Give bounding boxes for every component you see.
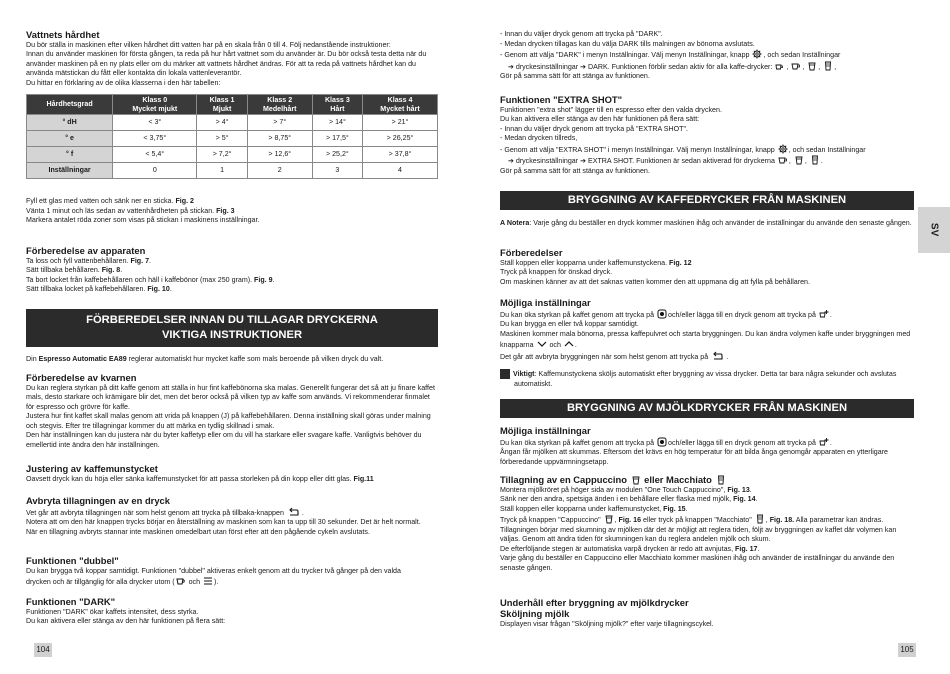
table-column-header	[113, 95, 197, 115]
banner-line: BRYGGNING AV MJÖLKDRYCKER FRÅN MASKINEN	[566, 402, 848, 415]
chevron-down-icon	[537, 339, 547, 349]
instruction-line	[26, 216, 438, 226]
punct: .	[149, 256, 152, 265]
instruction-line	[26, 285, 438, 295]
row-header: ° f	[27, 147, 113, 163]
fig-ref: Fig. 10	[147, 285, 170, 294]
paragraph: dryckesinställningar	[515, 157, 579, 166]
fig-ref: Fig. 12	[669, 258, 692, 267]
page-number: 104	[34, 643, 52, 657]
section-title: Underhåll efter bryggning av mjölkdrycker	[500, 597, 689, 608]
table-cell: > 7,2°	[197, 147, 247, 163]
paragraph: , och sedan Inställningar	[763, 51, 841, 59]
paragraph: DARK. Funktionen förblir sedan aktiv för alla kaffe-drycker:	[586, 62, 773, 71]
fig-ref: Fig. 16	[618, 516, 642, 525]
table-cell: 2	[247, 163, 312, 179]
table-cell: > 25,2°	[312, 147, 362, 163]
macchiato-icon	[823, 61, 833, 71]
table-row	[27, 147, 438, 163]
paragraph: Om maskinen känner av att det saknas vatten kommer den att uppmana dig att fylla på behållaren.	[500, 277, 810, 286]
bullet-line: - Innan du väljer dryck genom att trycka på "DARK".	[500, 30, 663, 38]
bullet-line: - Medan drycken tillagas kan du välja DARK tills malningen av bönorna avslutats.	[500, 39, 755, 48]
paragraph: Notera att om den här knappen trycks börjar en återställning av maskinen som kan ta upp till 30 sekunder. Det är helt normalt.	[26, 518, 421, 527]
prep-section	[26, 246, 438, 295]
paragraph: Oavsett dryck kan du höja eller sänka kaffemunstycket för att passa storleken på din kopp eller ditt glas.	[26, 474, 354, 483]
table-row	[27, 131, 438, 147]
paragraph: och/eller lägga till en dryck genom att trycka på	[668, 438, 816, 447]
paragraph: Du kan öka styrkan på kaffet genom att trycka på	[500, 438, 655, 447]
punct: .	[169, 285, 172, 294]
class-label: Klass 2	[267, 96, 293, 104]
paragraph: Ångan får mjölken att skummas. Eftersom det krävs en hög temperatur för att bilda ånga genomgår apparaten en ytterligare förberedande uppvärmningsetapp.	[500, 448, 888, 466]
spout-section	[26, 464, 438, 484]
cappuccino-icon	[807, 61, 817, 71]
page-number: 105	[898, 643, 916, 657]
paragraph: Vet går att avbryta tillagningen när som helst genom att trycka på tillbaka-knappen	[26, 508, 284, 517]
paragraph: Maskinen kommer mala bönorna, pressa kaffepulvret och starta bryggningen. Du kan ändra volymen kaffe under bryggningen med knapparna	[500, 329, 911, 350]
row-header: ° e	[27, 131, 113, 147]
important-label: Viktigt	[513, 370, 535, 378]
row-header: ° dH	[27, 115, 113, 131]
paragraph: och/eller lägga till en dryck genom att trycka på	[668, 310, 816, 319]
section-title: Avbryta tillagningen av en dryck	[26, 495, 170, 506]
instruction-line	[500, 495, 914, 505]
table-column-header	[197, 95, 247, 115]
table-column-header	[312, 95, 362, 115]
note-label: A Notera	[500, 219, 530, 227]
paragraph: Tillagningen börjar med skumning av mjölken där det är möjligt att reglera tiden, följt av bryggningen av kaffet där volymen kan väljas. Genom att ändra tiden för skumningen kan du reglera andelen mjölk och skum.	[500, 525, 897, 544]
fig-ref: Fig. 3	[216, 206, 235, 215]
instruction-text: Sätt tillbaka behållaren.	[26, 266, 102, 275]
section-title: Tillagning av en Cappuccino	[500, 474, 627, 485]
macchiato-icon	[716, 475, 726, 485]
menu-lines-icon	[203, 576, 213, 586]
paragraph-line: - Innan du väljer dryck genom att trycka på "EXTRA SHOT".	[500, 124, 688, 133]
table-cell: < 3°	[113, 115, 197, 131]
paragraph: Du kan brygga en eller två koppar samtidigt.	[500, 320, 639, 329]
instruction-line	[500, 486, 914, 496]
paragraph: - Genom att välja "DARK" i menyn Inställningar. Välj menyn Inställningar, knapp	[500, 51, 750, 59]
instruction-text: Vänta 1 minut och läs sedan av vattenhårdheten på stickan.	[26, 206, 217, 215]
banner-line: VIKTIGA INSTRUKTIONER	[161, 329, 303, 341]
paragraph: Alla parametrar kan ändras.	[794, 516, 884, 525]
paragraph: Du kan aktivera eller stänga av den här funktionen på flera sätt:	[26, 617, 226, 626]
instruction-line	[500, 505, 914, 515]
model-name: Espresso Automatic EA89	[38, 355, 127, 363]
grinder-section	[26, 373, 438, 450]
instruction-text: Sätt tillbaka locket på kaffebehållaren.	[26, 285, 148, 294]
table-cell: > 26,25°	[363, 131, 438, 147]
banner-line: BRYGGNING AV KAFFEDRYCKER FRÅN MASKINEN	[567, 194, 847, 207]
fig-ref: Fig. 15	[663, 504, 686, 513]
table-cell: > 8,75°	[247, 131, 312, 147]
paragraph: Gör på samma sätt för att stänga av funktionen.	[500, 72, 650, 80]
section-title: Vattnets hårdhet	[26, 29, 100, 40]
important-text: : Kaffemunstyckena sköljs automatiskt efter bryggning av vissa drycker. Detta tar bara några sekunder och avslutas automatiskt.	[514, 370, 897, 388]
table-column-header	[247, 95, 312, 115]
double-section	[26, 556, 438, 588]
fig-ref: Fig. 14	[733, 495, 756, 504]
maintenance-section	[500, 598, 914, 629]
section-title: Förberedelser	[500, 247, 563, 258]
table-cell: > 5°	[197, 131, 247, 147]
section-title: eller Macchiato	[641, 474, 712, 485]
punct: .	[272, 275, 275, 284]
paragraph: - Genom att välja "EXTRA SHOT" i menyn Inställningar. Välj menyn Inställningar, knapp	[500, 145, 775, 154]
paragraph: Innan du använder maskinen för första gången, ta reda på hur hårt vattnet som du använder är. Du bör också testa detta när du använder maskinen på en ny plats eller om du märker att vattnets hårdhet ändras. För att ta reda på vattnets hårdhet kan du använda mätstickan du fått eller kontakta din lokala vattenleverantör.	[26, 50, 427, 78]
row-header: Inställningar	[27, 163, 113, 179]
instruction-text: Montera mjölkröret på höger sida av modulen "One Touch Cappuccino",	[500, 485, 728, 494]
paragraph: Du hittar en förklaring av de olika klasserna i den här tabellen:	[26, 78, 221, 87]
fig-ref: Fig. 7	[130, 256, 150, 265]
note-text: : Varje gång du beställer en dryck kommer maskinen ihåg och använder de inställningar du använde den senaste gången.	[529, 219, 912, 227]
paragraph: De efterföljande stegen är automatiska varpå drycken är redo att avnjutas,	[500, 544, 736, 553]
paragraph: och	[547, 341, 563, 350]
paragraph: Justera hur fint kaffet skall malas genom att vrida på knappen (J) på kaffebehållaren. Denna inställning skall göras under malning och stegvis. Efter tre tillagningar kommer du att märka en tydlig skillnad i smak.	[26, 412, 431, 430]
paragraph: ).	[214, 578, 219, 587]
table-cell: > 21°	[363, 115, 438, 131]
after-table-instructions	[26, 197, 438, 226]
cappuccino-icon	[631, 475, 641, 485]
paragraph: Du kan reglera styrkan på ditt kaffe genom att ställa in hur fint kaffebönorna ska malas. Generellt fungerar det så att ju finare kaffet mals, desto starkare och krämigare blir det, men det beror också på vilken typ av kaffe som används. Vi rekommenderar finmalet för espresso och grövre för kaffe.	[26, 383, 435, 411]
paragraph: Du kan brygga två koppar samtidigt. Funktionen "dubbel" aktiveras enkelt genom att du trycker två gånger på den valda	[26, 566, 401, 575]
section-title: Funktionen "EXTRA SHOT"	[500, 94, 623, 105]
class-label: Klass 0	[142, 96, 168, 104]
fig-ref: Fig. 18.	[769, 516, 795, 525]
class-desc: Mycket hårt	[380, 104, 420, 113]
back-arrow-icon	[711, 351, 725, 361]
water-hardness-section	[26, 30, 438, 88]
paragraph: , och sedan Inställningar	[788, 145, 866, 154]
intro-text: reglerar automatiskt hur mycket kaffe som mals beroende på vilken dryck du valt.	[126, 355, 384, 363]
possible-settings-section: Möjliga inställningar Du kan öka styrkan på kaffet genom att trycka på och/eller lägga till en dryck genom att trycka på . Du kan brygga en eller två koppar samtidigt. Maskinen kommer mala bönorna, pressa kaffepulvret och starta bryggningen. Du kan ändra volymen kaffe under bryggningen med knapparna och . Det går att avbryta bryggningen när som helst genom att trycka på .	[500, 298, 914, 362]
dark-section	[26, 597, 438, 627]
left-page	[26, 0, 438, 674]
section-title: Möjliga inställningar	[500, 297, 591, 308]
table-cell: > 7°	[247, 115, 312, 131]
paragraph-line: Du kan aktivera eller stänga av den här funktionen på flera sätt:	[500, 115, 700, 124]
fig-ref: Fig. 2	[175, 197, 194, 205]
table-cell: 0	[113, 163, 197, 179]
section-title: Justering av kaffemunstycket	[26, 463, 158, 474]
class-label: Klass 1	[209, 96, 235, 104]
cappuccino-section: Tillagning av en Cappuccino eller Macchiato Montera mjölkröret på höger sida av modulen "One Touch Cappuccino", Fig. 13. Sänk ner den andra, spetsiga änden i en behållare eller flaska med mjölk, Fig. 14. Ställ koppen eller kopparna under kaffemunstycket, Fig. 15. Tryck på knappen "Cappuccino" , Fig. 16 eller tryck på knappen "Macchiato" , Fig. 18. Alla parametrar kan ändras. Tillagningen börjar med skumning av mjölken där det är möjligt att reglera tiden, följt av bryggningen av kaffet där volymen kan väljas. Genom att ändra tiden för skumningen kan du reglera andelen mjölk och skum. De efterföljande stegen är automatiska varpå drycken är redo att avnjutas, Fig. 17. Varje gång du beställer en Cappuccino eller Macchiato kommer maskinen ihåg och använder de inställningar du använde den senaste gången.	[500, 475, 914, 573]
paragraph: Funktionen "DARK" ökar kaffets intensitet, dess styrka.	[26, 607, 199, 616]
paragraph: Du kan öka styrkan på kaffet genom att trycka på	[500, 310, 655, 319]
section-title: Sköljning mjölk	[500, 607, 570, 619]
intro-text: Din	[26, 355, 39, 363]
instruction-text: Ställ koppen eller kopparna under kaffemunstycket,	[500, 504, 664, 513]
paragraph: När en tillagning avbryts stannar inte maskinen omedelbart utan först efter att den pågående cykeln avslutats.	[26, 527, 370, 536]
table-cell: > 14°	[312, 115, 362, 131]
extra-shot-section: Funktionen "EXTRA SHOT" Funktionen "extra shot" lägger till en espresso efter den valda drycken. Du kan aktivera eller stänga av den här funktionen på flera sätt: - Innan du väljer dryck genom att trycka på "EXTRA SHOT". - Medan drycken tillreds, - Genom att välja "EXTRA SHOT" i menyn Inställningar. Välj menyn Inställningar, knapp , och sedan Inställningar ➔ dryckesinställningar ➔ EXTRA SHOT. Funktionen är sedan aktiverad för dryckerna , , . Gör på samma sätt för att stänga av funktionen.	[500, 95, 914, 176]
instruction-text: Ta loss och fyll vattenbehållaren.	[26, 256, 131, 265]
table-row	[27, 163, 438, 179]
abort-section: Avbryta tillagningen av en dryck Vet går att avbryta tillagningen när som helst genom att trycka på tillbaka-knappen . Notera att om den här knappen trycks börjar en återställning av maskinen som kan ta upp till 30 sekunder. Det är helt normalt. När en tillagning avbryts stannar inte maskinen omedelbart utan först efter att den pågående cykeln avslutats.	[26, 496, 438, 537]
fig-ref: Fig. 13	[727, 485, 750, 494]
macchiato-icon	[810, 155, 820, 165]
chevron-up-icon	[564, 339, 574, 349]
coffee-cup-icon	[791, 61, 801, 71]
dark-continued: - Innan du väljer dryck genom att trycka på "DARK". - Medan drycken tillagas kan du välja DARK tills malningen av bönorna avslutats. - Genom att välja "DARK" i menyn Inställningar. Välj menyn Inställningar, knapp , och sedan Inställningar ➔ dryckesinställningar ➔ DARK. Funktionen förblir sedan aktiv för alla kaffe-drycker: , , , , Gör på samma sätt för att stänga av funktionen.	[500, 30, 914, 82]
table-cell: > 17,5°	[312, 131, 362, 147]
punct: .	[685, 504, 688, 513]
instruction-line	[26, 197, 438, 207]
milk-settings-section: Möjliga inställningar Du kan öka styrkan på kaffet genom att trycka på och/eller lägga till en dryck genom att trycka på . Ångan får mjölken att skummas. Eftersom det krävs en hög temperatur för att bilda ånga genomgår apparaten en ytterligare förberedande uppvärmningsetapp.	[500, 426, 914, 467]
banner-line: FÖRBEREDELSER INNAN DU TILLAGAR DRYCKERNA	[86, 314, 378, 327]
banner-coffee-drinks	[500, 191, 914, 210]
paragraph: drycken och är tillgänglig för alla drycker utom (	[26, 578, 175, 587]
fig-ref: Fig.11	[353, 474, 374, 483]
paragraph: dryckesinställningar	[515, 62, 579, 71]
section-title: Funktionen "DARK"	[26, 596, 116, 607]
class-label: Klass 4	[387, 96, 413, 104]
preparations-section	[500, 248, 914, 287]
table-column-header	[363, 95, 438, 115]
paragraph: Tryck på knappen för önskad dryck.	[500, 268, 613, 277]
paragraph: Displayen visar frågan "Sköljning mjölk?" efter varje tillagningscykel.	[500, 619, 714, 628]
punct: .	[755, 495, 758, 504]
paragraph: Det går att avbryta bryggningen när som helst genom att trycka på	[500, 352, 709, 361]
table-cell: > 37,8°	[363, 147, 438, 163]
table-row	[27, 115, 438, 131]
instruction-line	[26, 276, 438, 286]
table-cell: 4	[363, 163, 438, 179]
paragraph: eller tryck på knappen "Macchiato"	[641, 516, 752, 525]
add-cup-icon	[819, 437, 829, 447]
table-cell: 1	[197, 163, 247, 179]
table-cell: > 4°	[197, 115, 247, 131]
instruction-text: Ta bort locket från kaffebehållaren och häll i kaffebönor (max 250 gram).	[26, 275, 255, 284]
section-title: Förberedelse av kvarnen	[26, 372, 137, 383]
section-title: Funktionen "dubbel"	[26, 555, 119, 566]
fig-ref: Fig. 9	[254, 275, 273, 284]
table-cell: > 12,6°	[247, 147, 312, 163]
section-title: Förberedelse av apparaten	[26, 245, 146, 256]
strength-icon	[657, 309, 667, 319]
hardness-table-wrap	[26, 94, 438, 179]
paragraph: Gör på samma sätt för att stänga av funktionen.	[500, 166, 650, 175]
important-note	[496, 369, 914, 389]
note	[500, 219, 914, 229]
instruction-line	[26, 207, 438, 217]
cappuccino-icon	[604, 514, 614, 524]
table-cell: < 3,75°	[113, 131, 197, 147]
paragraph: och	[186, 578, 203, 587]
class-desc: Mjukt	[212, 104, 232, 113]
paragraph: Den här inställningen kan du justera när du byter kaffetyp eller om du vill ha starkare eller svagare kaffe. Vanligtvis behöver du emellertid inte ändra den här inställningen.	[26, 431, 422, 449]
instruction-line	[26, 257, 438, 267]
cup-icon	[176, 576, 186, 586]
paragraph: Tryck på knappen "Cappuccino"	[500, 516, 601, 525]
language-code: SV	[928, 223, 940, 237]
instruction-text: Sänk ner den andra, spetsiga änden i en behållare eller flaska med mjölk,	[500, 495, 734, 504]
paragraph-line: Funktionen "extra shot" lägger till en espresso efter den valda drycken.	[500, 105, 722, 114]
class-desc: Medelhårt	[262, 104, 297, 113]
paragraph-line: - Medan drycken tillreds,	[500, 134, 578, 143]
paragraph: Varje gång du beställer en Cappuccino eller Macchiato kommer maskinen ihåg och använder de inställningar du använde den senaste gången.	[500, 554, 895, 572]
paragraph: Du bör ställa in maskinen efter vilken hårdhet ditt vatten har på en skala från 0 till 4. Följ nedanstående instruktioner:	[26, 40, 391, 49]
warning-icon: !	[500, 369, 510, 379]
banner-preparations	[26, 309, 438, 347]
punct: .	[749, 485, 752, 494]
instruction-line	[26, 266, 438, 276]
hardness-table	[26, 94, 438, 179]
table-cell: 3	[312, 163, 362, 179]
class-desc: Mycket mjukt	[132, 104, 178, 113]
paragraph: EXTRA SHOT. Funktionen är sedan aktiverad för dryckerna	[586, 157, 775, 166]
class-desc: Hårt	[330, 104, 345, 113]
instruction-text: Fyll ett glas med vatten och sänk ner en sticka.	[26, 197, 176, 205]
table-cell: < 5,4°	[113, 147, 197, 163]
cappuccino-icon	[794, 155, 804, 165]
espresso-cup-icon	[775, 61, 785, 71]
gear-icon	[752, 49, 762, 59]
language-tab	[918, 207, 950, 253]
coffee-cup-icon	[778, 155, 788, 165]
instruction-text: Markera antalet röda zoner som visas på stickan i maskinens inställningar.	[26, 216, 260, 224]
section-title: Möjliga inställningar	[500, 425, 591, 436]
fig-ref: Fig. 8	[101, 266, 121, 275]
table-corner-header: Hårdhetsgrad	[27, 95, 113, 115]
back-arrow-icon	[287, 507, 301, 517]
banner-milk-drinks	[500, 399, 914, 418]
macchiato-icon	[755, 514, 765, 524]
intro	[26, 355, 438, 365]
punct: .	[120, 266, 123, 275]
right-page	[496, 0, 914, 674]
class-label: Klass 3	[324, 96, 350, 104]
gear-icon	[778, 144, 788, 154]
add-cup-icon	[819, 309, 829, 319]
paragraph: Ställ koppen eller kopparna under kaffemunstyckena.	[500, 258, 670, 267]
strength-icon	[657, 437, 667, 447]
fig-ref: Fig. 17	[735, 544, 758, 553]
